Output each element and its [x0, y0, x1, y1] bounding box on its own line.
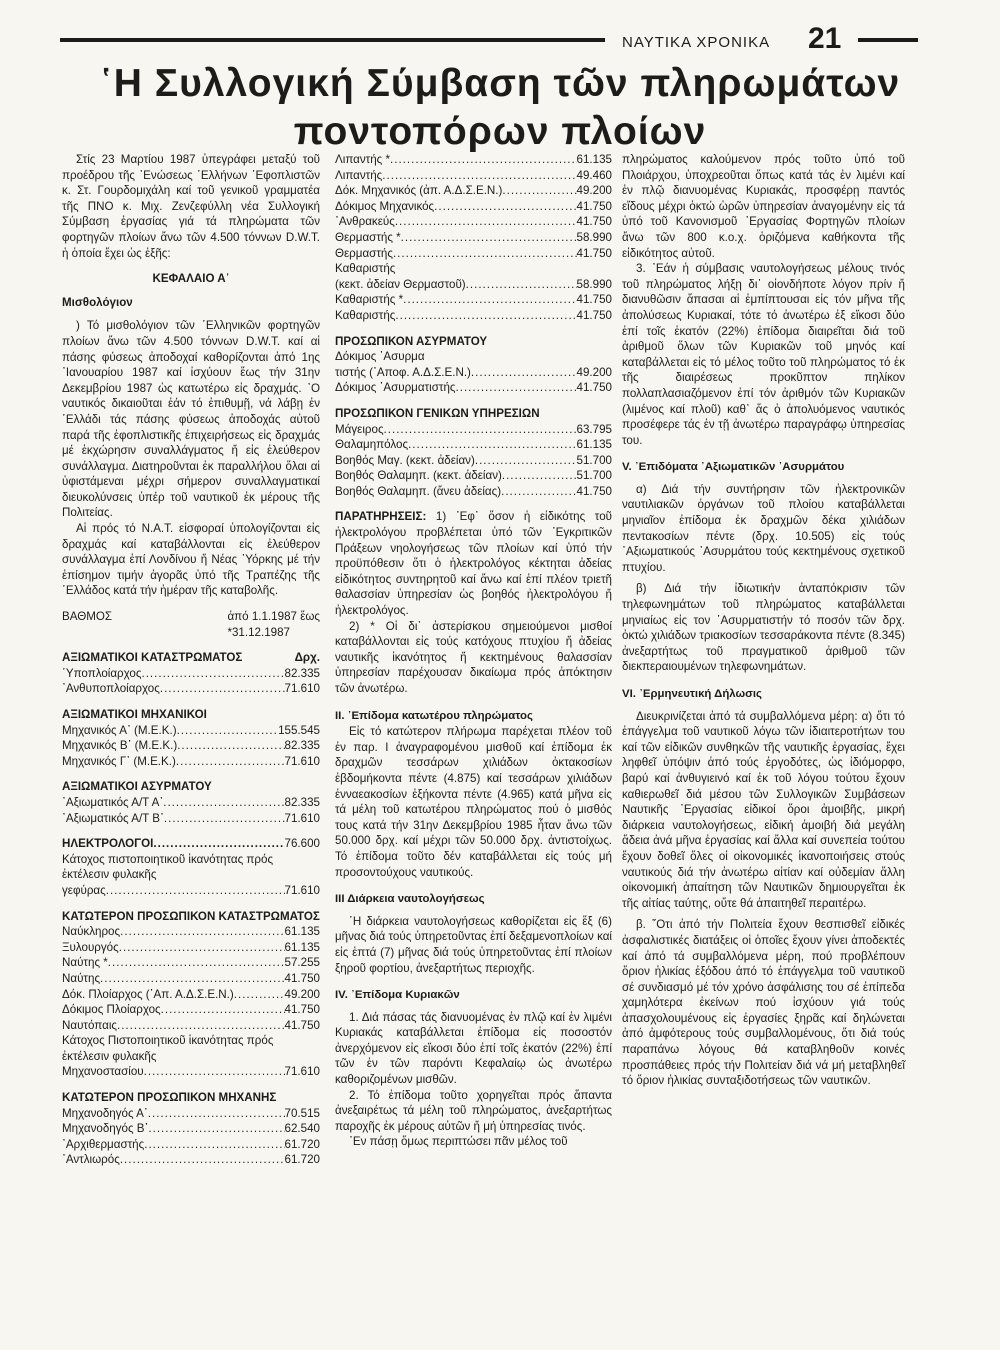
salary-row: ᾽Αξιωματικός Α/Τ Β᾽ ..... 71.610: [62, 811, 320, 827]
section-4-p1: 1. Διά πάσας τάς διανυομένας ἐν πλῷ καί ἐν λιμένι Κυριακάς καταβάλλεται ἐπίδομα εἰς ποσοστόν ἀνερχόμενον εἰς εἴκοσι δύο ἐπί τοῖς ἑκατόν (22%) ἐπί τῶν ἐν τῶν παρόντι Κεφαλαίῳ ὡς ἀνωτέρω καθοριζομένων μισθῶν.: [335, 1010, 612, 1087]
salary-row: Μηχανοδηγός Α᾽ ..... 70.515: [62, 1106, 320, 1122]
notes-paragraph-2: 2) * Οἱ δι᾽ ἀστερίσκου σημειούμενοι μισθοί καταβάλλονται εἰς τούς κατόχους πτυχίου ἤ ἀδείας ναυτικῆς ἱκανότητος ἤ κεκτημένους θαλασσίαν ὑπηρεσίαν παρέχουσαν δικαίωμα πρός ἀπόκτησιν τῶν ἀνωτέρω.: [335, 619, 612, 695]
salary-row: Δόκιμος Μηχανικός ..... 41.750: [335, 199, 612, 215]
salary-row: (κεκτ. ἀδείαν Θερμαστοῦ) ..... 58.990: [335, 277, 612, 293]
salary-row: ᾽Αρχιθερμαστής ..... 61.720: [62, 1137, 320, 1153]
electricians-desc: Κάτοχος πιστοποιητικοῦ ἱκανότητας πρός ἐκτέλεσιν φυλακῆς: [62, 852, 274, 882]
section-5-title: V. ᾽Επιδόματα ᾽Αξιωματικῶν ᾽Ασυρμάτου: [622, 461, 845, 474]
intro-paragraph: Στίς 23 Μαρτίου 1987 ὑπεγράφει μεταξύ τοῦ προέδρου τῆς ᾽Ενώσεως ῾Ελλήνων ᾽Εφοπλιστῶν κ. Στ. Γουρδομιχάλη καί τοῦ γενικοῦ γραμματέα τῆς ΠΝΟ κ. Μιχ. Ζενζεφύλλη νέα Συλλογική Σύμβαση ἐργασίας γιά τά πληρώματα τῶν φορτηγῶν πλοίων ἄνω τῶν 4.500 τόννων D.W.T. ἡ ὁποία ἔχει ὡς ἑξῆς:: [62, 153, 320, 260]
salary-row: Ναύτης ..... 41.750: [62, 971, 320, 987]
salary-row: Θερμαστής * ..... 58.990: [335, 230, 612, 246]
deck-officers-heading: ΑΞΙΩΜΑΤΙΚΟΙ ΚΑΤΑΣΤΡΩΜΑΤΟΣ Δρχ.: [62, 651, 320, 665]
engineers-heading: ΑΞΙΩΜΑΤΙΚΟΙ ΜΗΧΑΝΙΚΟΙ: [62, 708, 207, 721]
deck-crew-heading: ΚΑΤΩΤΕΡΟΝ ΠΡΟΣΩΠΙΚΟΝ ΚΑΤΑΣΤΡΩΜΑΤΟΣ: [62, 909, 320, 923]
salary-row: ᾽Ανθυποπλοίαρχος ..... 71.610: [62, 681, 320, 697]
radio-officers-heading: ΑΞΙΩΜΑΤΙΚΟΙ ΑΣΥΡΜΑΤΟΥ: [62, 780, 212, 794]
section-3-text: ῾Η διάρκεια ναυτολογήσεως καθορίζεται εἰς ἕξ (6) μῆνας διά τούς ὑπηρετοῦντας ἐπί δεξαμενοπλοίων καί εἰς ἑπτά (7) μῆνας διά τούς ὑπηρετοῦντας ἐπί πλοίων ξηροῦ φορτίου, ἀνεξαρτήτως περιοχῆς.: [335, 914, 612, 975]
section-2-title: ΙΙ. ᾽Επίδομα κατωτέρου πληρώματος: [335, 709, 533, 722]
title-line-1: ῾Η Συλλογική Σύμβαση τῶν πληρωμάτων: [99, 62, 901, 105]
salary-row: Βοηθός Θαλαμηπ. (κεκτ. ἀδείαν) ..... 51.700: [335, 468, 612, 484]
grade-from: ἀπό 1.1.1987 ἕως: [227, 610, 320, 624]
salary-row: Μηχανικός Γ᾽ (Μ.Ε.Κ.) ..... 71.610: [62, 754, 320, 770]
salary-row: Δόκ. Μηχανικός (ἀπ. Α.Δ.Σ.Ε.Ν.) ..... 49.200: [335, 183, 612, 199]
salary-row: τιστής (᾽Αποφ. Α.Δ.Σ.Ε.Ν.) ..... 49.200: [335, 365, 612, 381]
salary-row: Λιπαντής * ..... 61.135: [335, 152, 612, 168]
salary-row: Δόκιμος ᾽Ασυρματιστής ..... 41.750: [335, 380, 612, 396]
general-staff-heading: ΠΡΟΣΩΠΙΚΟΝ ΓΕΝΙΚΩΝ ΥΠΗΡΕΣΙΩΝ: [335, 406, 540, 420]
page-number: 21: [808, 22, 842, 55]
salary-row: Μηχανοδηγός Β᾽ ..... 62.540: [62, 1121, 320, 1137]
article-title: [40, 60, 960, 156]
salary-row: ᾽Ανθρακεύς ..... 41.750: [335, 214, 612, 230]
salary-row: Θερμαστής ..... 41.750: [335, 246, 612, 262]
header-rule-left: [60, 38, 605, 42]
salary-row: Δόκ. Πλοίαρχος (᾽Απ. Α.Δ.Σ.Ε.Ν.) ..... 49.200: [62, 987, 320, 1003]
salary-row: ῾Υποπλοίαρχος ..... 82.335: [62, 666, 320, 682]
salary-row: Καθαριστής * ..... 41.750: [335, 292, 612, 308]
section-4-p2: 2. Τό ἐπίδομα τοῦτο χορηγεῖται πρός ἅπαντα ἀνεξαιρέτως τά μέλη τοῦ πληρώματος, ἀνεξαρτήτως παροχῆς ἐκ μέρους αὐτῶν ἤ μή ὑπηρεσίας τινός.: [335, 1088, 612, 1133]
salary-row: Δόκιμος Πλοίαρχος ..... 41.750: [62, 1002, 320, 1018]
salary-row: Καθαριστής ..... 41.750: [335, 308, 612, 324]
contributions-paragraph: Αἱ πρός τό Ν.Α.Τ. εἰσφοραί ὑπολογίζονται εἰς δραχμάς καί καταβάλλονται εἰς ἐλεύθερον συνάλλαγμα ἐπί Λονδίνου ἤ Νέας ῾Υόρκης μέ τήν ἐπίσημον τιμήν ἀγορᾶς ὑπό τῆς Τραπέζης τῆς ῾Ελλάδος κατά τήν ἡμέραν τῆς καταβολῆς.: [62, 522, 320, 598]
chapter-heading: ΚΕΦΑΛΑΙΟ Α᾽: [152, 272, 230, 286]
grade-row: [62, 609, 320, 640]
currency-label: Δρχ.: [294, 651, 320, 665]
section-3-title: ΙΙΙ Διάρκεια ναυτολογήσεως: [335, 893, 485, 906]
salary-heading: Μισθολόγιον: [62, 295, 133, 309]
salary-row: Βοηθός Θαλαμηπ. (ἄνευ ἀδείας) ..... 41.750: [335, 484, 612, 500]
section-6-p2: β. ῞Οτι ἀπό τήν Πολιτεία ἔχουν θεσπισθεῖ εἰδικές ἀσφαλιστικές διατάξεις οἱ ὁποῖες ἔχουν γίνει ἀποδεκτές καί ἀπό τά συμβαλλόμενα μέρη, πού προβλέπουν ὅριον ἡλικίας ἐξόδου ἀπό τό ἐπάγγελμα τοῦ ναυτικοῦ σέ συνδιασμό μέ τόν χρόνο ἀσφάλισης του σέ ἐπίπεδα χαμηλότερα ἐκείνων πού ἰσχύουν γιά τούς ἀπασχολουμένους εἰς ἐργασίες ξηρᾶς καί δηλώνεται ἀπό ἀμφότερους τούς συμβαλλομένους, ὅτι διά τούς παραπάνω λόγους θά καταβληθοῦν κοινές προσπάθειες πρός τήν Πολιτείαν διά νά μή μεταβληθεῖ τό ὅριον ἡλικίας συνταξιδοτήσεως τῶν ναυτικῶν.: [622, 918, 905, 1088]
grade-label: ΒΑΘΜΟΣ: [62, 610, 113, 624]
column-3: [622, 152, 905, 1089]
section-6-p1: Διευκρινίζεται ἀπό τά συμβαλλόμενα μέρη: α) ὅτι τό ἐπάγγελμα τοῦ ναυτικοῦ λόγω τῶν ἰδιαιτεροτήτων του καί τῶν εἰδικῶν συνθηκῶν τῆς ναυτικῆς ἐργασίας, ἔχει ληφθεῖ ὑπόψιν ἀπό τούς ἐργοδότες, ὡς ἰδιόμορφο, βαρύ καί ἀνθυγιεινό καί ἐκ τοῦ λόγου τούτου ἔχουν καθιερωθεῖ διά μέσου τῶν Συλλογικῶν Συμβάσεων Ναυτικῆς ᾽Εργασίας εἰδικοί ὅροι ἀμοιβῆς, μικρή διάρκεια ναυτολογήσεως, εἰδική ἀμοιβή διά μεγάλη ἄδεια ἀνά μῆνα ἐργασίας καί ἄλλα καί συνεπεία τούτου ἔχουν δοθεῖ ὅλες οἱ οἰκονομικές ἱκανοποιήσεις στούς ναυτικούς διά τήν ἀνωτέρω αἰτίαν καί οὐδεμίαν ἄλλη οἰκονομική ἀπαίτηση τῶν Ναυτικῶν δημιουργεῖται ἐκ τῆς αἰτίας ταύτης, οὔτε θά ἀπαιτηθεῖ περαιτέρω.: [622, 709, 905, 910]
salary-row: Ναύτης * ..... 57.255: [62, 955, 320, 971]
salary-row: Θαλαμηπόλος ..... 61.135: [335, 437, 612, 453]
salary-row: Μηχανικός Β᾽ (Μ.Ε.Κ.) ..... 82.335: [62, 738, 320, 754]
salary-row: Ναύκληρος ..... 61.135: [62, 924, 320, 940]
deck-crew-desc: Κάτοχος Πιστοποιητικοῦ ἱκανότητας πρός ἐκτέλεσιν φυλακῆς: [62, 1034, 274, 1063]
magazine-name: ΝΑΥΤΙΚΑ ΧΡΟΝΙΚΑ: [622, 34, 771, 51]
salary-paragraph: ) Τό μισθολόγιον τῶν ῾Ελληνικῶν φορτηγῶν πλοίων ἄνω τῶν 4.500 τόννων D.W.T. καί αἱ πάσης φύσεως ἀποδοχαί καθορίζονται ἀπό 1ης ᾽Ιανουαρίου 1987 καί ἰσχύουν ἕως τήν 31ην Δεκεμβρίου 1987 ὡς κατωτέρω εἰς δραχμάς. ᾽Ο ναυτικός δικαιοῦται ἐάν τό ἐπιθυμῇ, νά λάβῃ ἐν ῾Ελλάδι τάς πάσης φύσεως ἀποδοχάς αὐτοῦ παρά τῆς ἐφοπλιστικῆς ἐπιχειρήσεως εἰς δραχμάς μέ ἐκχώρησιν συναλλάγματος ἤ εἰς ἐλεύθερον συνάλλαγμα. Διατηροῦνται ἐκ παραλλήλου ὅλαι αἱ ὑφιστάμεναι μέχρι σήμερον συναλλαγματικαί διευκολύνσεις ὑπέρ τοῦ ναυτικοῦ ἐκ μέρους τῆς Πολιτείας.: [62, 319, 320, 520]
engine-crew-heading: ΚΑΤΩΤΕΡΟΝ ΠΡΟΣΩΠΙΚΟΝ ΜΗΧΑΝΗΣ: [62, 1091, 277, 1105]
cleaner-label: Καθαριστής: [335, 262, 396, 276]
continuation-paragraph: πληρώματος καλούμενον πρός τοῦτο ὑπό τοῦ Πλοιάρχου, ὑποχρεοῦται ὅπως κατά τάς ἐν λιμένι καί ἐν πλῷ διανυομένας Κυριακάς, προσφέρῃ παντός εἴδους μέχρι ὀκτώ ὡρῶν ὑπηρεσίαν ἀναγομένην εἰς τά ὑπό τοῦ Κανονισμοῦ ᾽Εργασίας Φορτηγῶν πλοίων ἄνω τῶν 800 κ.ο.χ. ὁριζόμενα καθήκοντα τῆς εἰδικότητος αὐτοῦ.: [622, 153, 905, 260]
section-2-text: Εἰς τό κατώτερον πλήρωμα παρέχεται πλέον τοῦ ἐν παρ. Ι ἀναγραφομένου μισθοῦ καί ἐπίδομα ἐκ δραχμῶν τεσσάρων χιλιάδων ὀκτακοσίων ἑβδομήκοντα πέντε (4.875) καί τεσσάρων χιλιάδων ἐνναεακοσίων ἑξήκοντα πέντε (4.965) κατά μῆνα εἰς τά μέλη τοῦ κατωτέρου πληρώματος πού ὁ μισθός τους κατά τήν 31ην Δεκεμβρίου 1985 ἦταν ἄνω τῶν 50.000 δρχ. καί μέχρι τῶν 50.000 δρχ. ἀντιστοίχως. Τό ἐπίδομα τοῦτο δέν καταβάλλεται εἰς τούς μή προσοντούχους ναυτικούς.: [335, 725, 612, 879]
salary-row: ᾽Αξιωματικός Α/Τ Α᾽ ..... 82.335: [62, 795, 320, 811]
column-2: [335, 152, 612, 1150]
salary-row: Ξυλουργός ..... 61.135: [62, 940, 320, 956]
notes-paragraph-1: ΠΑΡΑΤΗΡΗΣΕΙΣ: 1) ᾽Εφ᾽ ὅσον ἡ εἰδικότης τοῦ ἠλεκτρολόγου προβλέπεται ὑπό τῶν ᾽Εγκριτικῶν Πράξεων νηολογήσεως τῶν πλοίων καί ὑπό τήν προϋπόθεσιν ὅτι ὁ ἠλεκτρολόγος κέκτηται ἀδείας εἰδικότητος συντηρητοῦ καί ἄνω καί ἐπί πλέον τριετῆ θαλασσίαν ὑπηρεσίαν ὡς βοηθός ἠλεκτρολόγου ἤ ἠλεκτρολόγος.: [335, 510, 612, 618]
salary-row: Λιπαντής ..... 49.460: [335, 168, 612, 184]
paragraph-3: 3. ᾽Εάν ἡ σύμβασις ναυτολογήσεως μέλους τινός τοῦ πληρώματος λήξῃ δι᾽ οἱονδήποτε λόγον πρίν ἤ διανυθῶσιν ἅπασαι αἱ ἐμπίπτουσαι εἰς τόν μῆνα τῆς ἀπολύσεως Κυριακαί, τότε τό ἀνωτέρω ἐξ εἴκοσι δύο ἐπί τοῖς ἑκατόν (22%) ἐπίδομα διαιρεῖται διά τοῦ ἀριθμοῦ ὅλων τῶν Κυριακῶν τοῦ μηνός καί καταβάλλεται εἰς τό μέλος τοῦτο τοῦ πληρώματος τό ἐκ τῆς διαιρέσεως προκῦπτον πηλίκον πολλαπλασιαζόμενον ἐπί τόν ἀριθμόν τῶν Κυριακῶν (λιμένος καί πλοῦ) καθ᾽ ἅς ὁ ἀπολυόμενος ναυτικός προσέφερε τάς ἐν τῇ ἀνωτέρω παραγράφῳ ὑπηρεσίας του.: [622, 262, 905, 447]
title-line-2: ποντοπόρων πλοίων: [293, 110, 707, 153]
grade-period: [227, 609, 320, 640]
column-1: [62, 152, 320, 1168]
section-5-b: β) Διά τήν ἰδιωτικήν ἀνταπόκρισιν τῶν τηλεφωνημάτων τοῦ πληρώματος καταβάλλεται μηνιαίως εἰς τον ᾽Ασυρματιστήν τό ποσόν τῶν δρχ. ὀκτώ χιλιάδων τριακοσίων τεσσαράκοντα πέντε (8.345) ἀνεξαρτήτως τοῦ πραγματικοῦ ἀριθμοῦ τῶν διεκπεραιουμένων τηλεφωνημάτων.: [622, 582, 905, 674]
salary-row: Μηχανικός Α᾽ (Μ.Ε.Κ.) ..... 155.545: [62, 723, 320, 739]
salary-row: γεφύρας ..... 71.610: [62, 883, 320, 899]
electricians-row: ΗΛΕΚΤΡΟΛΟΓΟΙ ..... 76.600: [62, 836, 320, 852]
notes-label: ΠΑΡΑΤΗΡΗΣΕΙΣ:: [335, 510, 427, 524]
radio-staff-line: Δόκιμος ᾽Ασυρμα: [335, 350, 425, 364]
section-6-title: VI. ᾽Ερμηνευτική Δήλωσις: [622, 688, 762, 700]
salary-row: Βοηθός Μαγ. (κεκτ. ἀδείαν) ..... 51.700: [335, 453, 612, 469]
grade-to: *31.12.1987: [227, 625, 291, 639]
section-4-p3: ᾽Εν πάσῃ ὅμως περιπτώσει πᾶν μέλος τοῦ: [349, 1135, 568, 1149]
header-rule-right: [858, 38, 918, 42]
salary-row: ᾽Αντλιωρός ..... 61.720: [62, 1152, 320, 1168]
salary-row: Μάγειρος ..... 63.795: [335, 422, 612, 438]
salary-row: Ναυτόπαις ..... 41.750: [62, 1018, 320, 1034]
section-5-a: α) Διά τήν συντήρησιν τῶν ἠλεκτρονικῶν ναυτιλιακῶν ὀργάνων τοῦ πλοίου καταβάλλεται μηνιαῖον ἐπίδομα ἐκ δραχμῶν δέκα χιλιάδων πεντακοσίων πέντε (δρχ. 10.505) εἰς τούς ᾽Αξιωματικούς ᾽Ασυρμάτου τούς κεκτημένους σχετικοῦ πτυχίου.: [622, 482, 905, 574]
section-4-title: IV. ᾽Επίδομα Κυριακῶν: [335, 989, 460, 1002]
salary-row: Μηχανοστασίου ..... 71.610: [62, 1064, 320, 1080]
radio-staff-heading: ΠΡΟΣΩΠΙΚΟΝ ΑΣΥΡΜΑΤΟΥ: [335, 334, 488, 348]
